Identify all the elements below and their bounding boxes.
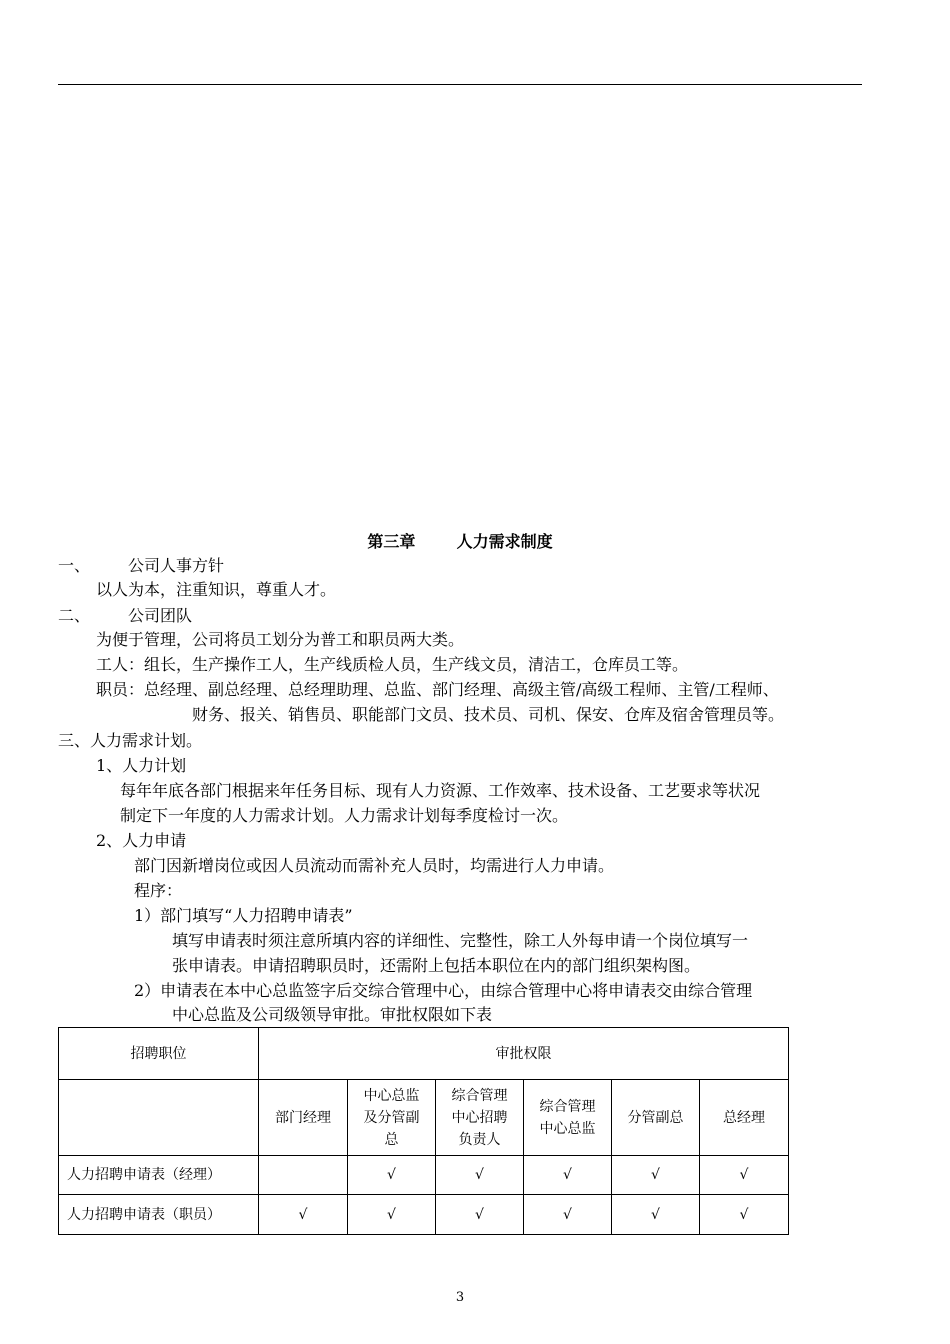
step-2-line-1: 2）申请表在本中心总监签字后交综合管理中心，由综合管理中心将申请表交由综合管理 (134, 981, 753, 1000)
row-label: 人力招聘申请表（职员） (59, 1195, 259, 1235)
section-2-heading (58, 604, 192, 628)
apply-heading: 2、人力申请 (96, 831, 187, 850)
table-header-row (59, 1028, 789, 1080)
table-row (59, 1195, 789, 1235)
section-1-body: 以人为本，注重知识，尊重人才。 (96, 580, 337, 599)
header-position: 招聘职位 (59, 1028, 259, 1080)
step-1-line-2: 张申请表。申请招聘职员时，还需附上包括本职位在内的部门组织架构图。 (172, 956, 701, 975)
approval-cell: √ (524, 1156, 612, 1195)
column-header: 中心总监 及分管副 总 (348, 1080, 436, 1156)
section-2-staff-line-2: 财务、报关、销售员、职能部门文员、技术员、司机、保安、仓库及宿舍管理员等。 (192, 705, 785, 724)
section-2-number: 二、 (58, 606, 91, 625)
plan-line-1: 每年年底各部门根据来年任务目标、现有人力资源、工作效率、技术设备、工艺要求等状况 (120, 781, 761, 800)
chapter-number: 第三章 (367, 532, 416, 551)
section-2-title: 公司团队 (128, 606, 193, 625)
approval-cell: √ (612, 1195, 700, 1235)
plan-heading: 1、人力计划 (96, 756, 187, 775)
approval-table (58, 1027, 789, 1235)
table-subheader-row (59, 1080, 789, 1156)
approval-cell (259, 1156, 348, 1195)
approval-cell: √ (700, 1195, 789, 1235)
step-2-line-2: 中心总监及公司级领导审批。审批权限如下表 (172, 1005, 493, 1024)
chapter-name: 人力需求制度 (456, 532, 553, 551)
approval-cell: √ (436, 1156, 524, 1195)
procedure-label: 程序： (134, 881, 183, 900)
approval-cell: √ (700, 1156, 789, 1195)
table-row (59, 1156, 789, 1195)
header-authority: 审批权限 (259, 1028, 789, 1080)
column-header: 总经理 (700, 1080, 789, 1156)
approval-cell: √ (259, 1195, 348, 1235)
step-1-line-1: 填写申请表时须注意所填内容的详细性、完整性，除工人外每申请一个岗位填写一 (172, 931, 749, 950)
section-2-staff-line-1: 职员：总经理、副总经理、总经理助理、总监、部门经理、高级主管/高级工程师、主管/工程师、 (96, 680, 779, 699)
column-header: 综合管理 中心招聘 负责人 (436, 1080, 524, 1156)
column-header: 分管副总 (612, 1080, 700, 1156)
approval-cell: √ (612, 1156, 700, 1195)
step-1-heading: 1）部门填写“人力招聘申请表” (134, 906, 353, 925)
section-1-heading (58, 554, 224, 578)
approval-cell: √ (348, 1195, 436, 1235)
approval-cell: √ (436, 1195, 524, 1235)
row-label: 人力招聘申请表（经理） (59, 1156, 259, 1195)
header-rule (58, 84, 862, 85)
plan-line-2: 制定下一年度的人力需求计划。人力需求计划每季度检讨一次。 (120, 806, 569, 825)
section-3-heading: 三、人力需求计划。 (58, 731, 203, 750)
section-1-title: 公司人事方针 (128, 556, 225, 575)
approval-cell: √ (348, 1156, 436, 1195)
apply-intro: 部门因新增岗位或因人员流动而需补充人员时，均需进行人力申请。 (134, 856, 615, 875)
page-number: 3 (455, 1290, 465, 1305)
section-2-workers: 工人：组长，生产操作工人，生产线质检人员，生产线文员，清洁工，仓库员工等。 (96, 655, 689, 674)
chapter-title (0, 529, 920, 555)
column-header: 部门经理 (259, 1080, 348, 1156)
subheader-blank (59, 1080, 259, 1156)
section-1-number: 一、 (58, 556, 91, 575)
section-2-intro: 为便于管理，公司将员工划分为普工和职员两大类。 (96, 630, 465, 649)
approval-cell: √ (524, 1195, 612, 1235)
column-header: 综合管理 中心总监 (524, 1080, 612, 1156)
